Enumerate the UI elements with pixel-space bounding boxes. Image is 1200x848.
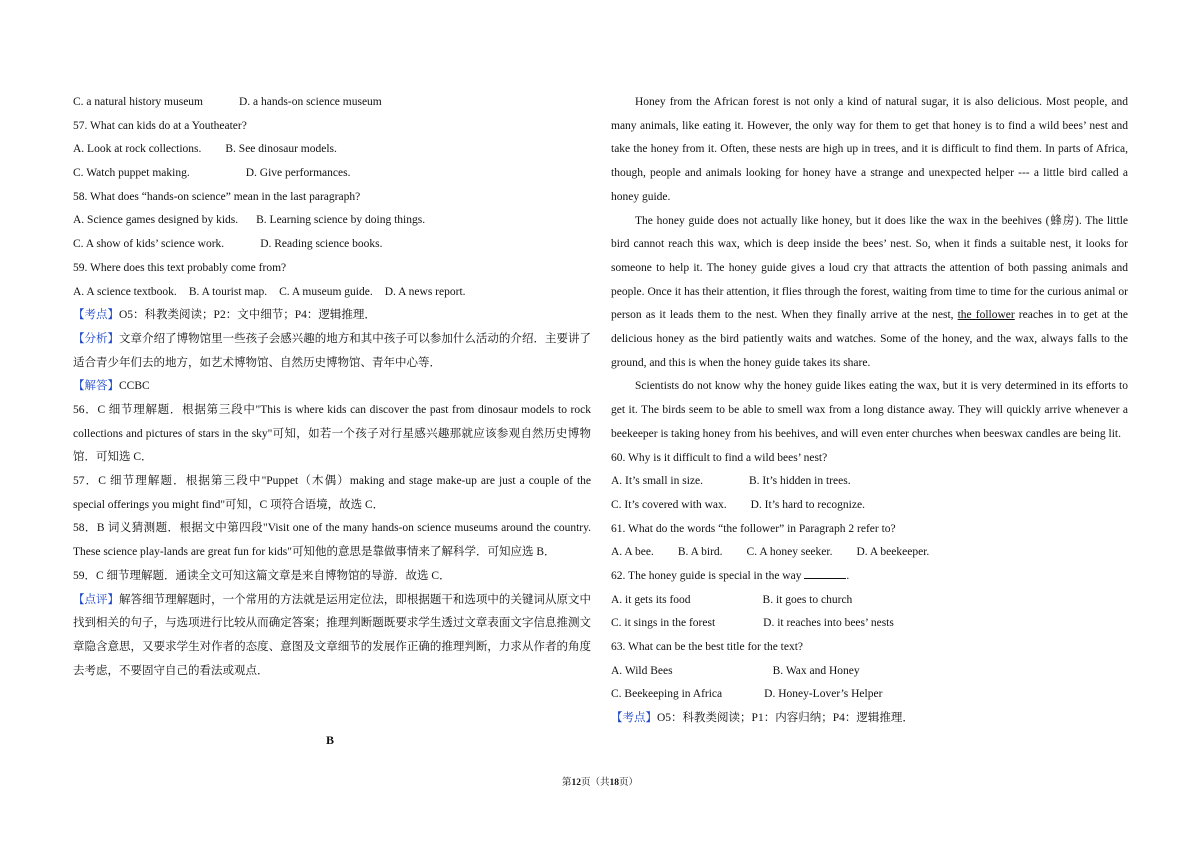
- kaodian-line: [73, 304, 591, 328]
- q62-options-cd: [611, 612, 1128, 636]
- section-heading-b: B: [326, 733, 335, 747]
- q57-stem: 57. What can kids do at a Youtheater?: [73, 119, 247, 132]
- q63-options-cd: [611, 683, 1128, 707]
- jieda-tag: 【解答】: [73, 380, 119, 393]
- right-column: [611, 91, 1128, 731]
- q59-option-b: B. A tourist map.: [188, 285, 268, 298]
- explanation-57: 57．C 细节理解题．根据第三段中"Puppet（木偶）making and stage make-up are just a couple of the special offerings you might find"可知，C 项符合语境，故选 C．: [73, 475, 591, 511]
- q61-option-c: C. A honey seeker.: [746, 546, 833, 559]
- q57-option-b: B. See dinosaur models.: [225, 143, 337, 156]
- explanation-56: 56．C 细节理解题．根据第三段中"This is where kids can discover the past from dinosaur models to rock collections and pictures of stars in the sky"可知，如若一个孩子对行星感兴趣那就应该参观自然历史博物馆．可知选 C．: [73, 403, 591, 464]
- footer-middle: 页（共: [580, 778, 610, 788]
- q61-option-a: A. A bee.: [611, 546, 654, 559]
- left-column: [73, 91, 591, 683]
- dianping-text: 解答细节理解题时，一个常用的方法就是运用定位法，即根据题干和选项中的关键词从原文中找到相关的句子，与选项进行比较从而确定答案；推理判断题既要求学生透过文章表面文字信息推测文章隐含意思，又要求学生对作者的态度、意图及文章细节的发展作正确的推理判断，力求从作者的角度去考虑，不要固守自己的看法或观点．: [73, 593, 591, 677]
- q60-option-c: C. It’s covered with wax.: [611, 498, 727, 511]
- q60-option-a: A. It’s small in size.: [611, 475, 703, 488]
- passage-paragraph-3: Scientists do not know why the honey guide likes eating the wax, but it is very determined in its efforts to get it. The birds seem to be able to smell wax from a long distance away. They will quickly arrive whenever a beekeeper is taking honey from his beehives, and will even enter churches when beeswax candles are being lit.: [611, 380, 1128, 440]
- fenxi-text: 文章介绍了博物馆里一些孩子会感兴趣的地方和其中孩子可以参加什么活动的介绍．主要讲了适合青少年们去的地方，如艺术博物馆、自然历史博物馆、青年中心等．: [73, 332, 591, 369]
- q62-option-d: D. it reaches into bees’ nests: [763, 617, 894, 630]
- q58-options-ab: [73, 209, 591, 233]
- q63-option-a: A. Wild Bees: [611, 664, 673, 677]
- q59-options: [73, 281, 591, 305]
- passage-paragraph-1: Honey from the African forest is not only a kind of natural sugar, it is also delicious. Most people, and many animals, like eating it. However, the only way for them to get that honey is to find a wild bees’ nest and take the honey from it. Often, these nests are high up in trees, and it is difficult to find them. In parts of Africa, though, people and animals looking for honey have a strange and unexpected helper --- a little bird called a honey guide.: [611, 96, 1128, 203]
- q56-option-d: D. a hands-on science museum: [239, 96, 382, 108]
- footer-suffix: 页）: [619, 778, 639, 788]
- q58-stem: 58. What does “hands-on science” mean in the last paragraph?: [73, 190, 361, 203]
- q60-option-b: B. It’s hidden in trees.: [749, 475, 851, 488]
- q56-options-cd: [73, 91, 591, 115]
- footer-prefix: 第: [561, 778, 572, 788]
- q63-option-d: D. Honey-Lover’s Helper: [764, 688, 883, 701]
- q62-end: .: [846, 569, 850, 582]
- q58-option-b: B. Learning science by doing things.: [256, 214, 426, 227]
- passage-paragraph-2: [611, 210, 1128, 376]
- q61-stem: 61. What do the words “the follower” in Paragraph 2 refer to?: [611, 522, 896, 535]
- q58-option-d: D. Reading science books.: [260, 238, 383, 251]
- jieda-line: [73, 375, 591, 399]
- q58-options-cd: [73, 233, 591, 257]
- q57-option-a: A. Look at rock collections.: [73, 143, 202, 156]
- q60-stem: 60. Why is it difficult to find a wild bees’ nest?: [611, 451, 828, 464]
- fenxi-tag: 【分析】: [73, 332, 120, 345]
- page-total: 18: [609, 778, 619, 788]
- q63-stem: 63. What can be the best title for the text?: [611, 641, 804, 654]
- explanation-59: 59．C 细节理解题．通读全文可知这篇文章是来自博物馆的导游．故选 C．: [73, 569, 451, 582]
- q59-stem: 59. Where does this text probably come from?: [73, 261, 287, 274]
- answer-blank: [804, 566, 846, 579]
- q61-options: [611, 541, 1128, 565]
- underlined-the-follower: the follower: [957, 309, 1015, 322]
- kaodian-text-right: O5：科教类阅读；P1：内容归纳；P4：逻辑推理．: [657, 712, 914, 725]
- dianping-tag: 【点评】: [73, 593, 120, 606]
- q62-option-a: A. it gets its food: [611, 593, 691, 606]
- jieda-text: CCBC: [119, 380, 150, 393]
- paragraph-2-text-before: The honey guide does not actually like honey, but it does like the wax in the beehives (蜂房). The little bird cannot reach this wax, which is deep inside the bees’ nest. So, when it finds a suitable nest, it looks for someone to help it. The honey guide gives a loud cry that attracts the attention of both passing animals and people. Once it has their attention, it flies through the forest, waiting from time to time for the curious animal or person as it leads them to the nest. When they finally arrive at the nest,: [611, 214, 1128, 322]
- q57-options-cd: [73, 162, 591, 186]
- q56-option-c: C. a natural history museum: [73, 96, 203, 108]
- explanation-58: 58．B 词义猜测题．根据文中第四段"Visit one of the many hands-on science museums around the country. These science play-lands are great fun for kids"可知他的意思是靠做事情来了解科学．可知应选 B．: [73, 522, 591, 559]
- q61-option-d: D. A beekeeper.: [856, 546, 930, 559]
- page-footer: [0, 774, 1200, 788]
- q59-option-d: D. A news report.: [384, 285, 466, 298]
- q59-option-a: A. A science textbook.: [73, 285, 177, 298]
- q63-option-b: B. Wax and Honey: [772, 664, 860, 677]
- kaodian-tag-right: 【考点】: [611, 712, 657, 725]
- q62-options-ab: [611, 589, 1128, 613]
- kaodian-line-right: [611, 707, 1128, 731]
- q63-options-ab: [611, 660, 1128, 684]
- fenxi-paragraph: [73, 328, 591, 375]
- paragraph-2-text-after: reaches in to get at the delicious honey as the bird patiently waits and watches. Some of the honey, and the wax, always falls to the ground, and this is when the honey guide takes its share.: [611, 309, 1129, 369]
- q58-option-c: C. A show of kids’ science work.: [73, 238, 225, 251]
- q62-option-c: C. it sings in the forest: [611, 617, 716, 630]
- kaodian-text: O5：科教类阅读；P2：文中细节；P4：逻辑推理．: [119, 309, 376, 322]
- q60-options-cd: [611, 494, 1128, 518]
- q62-stem: [611, 565, 1128, 589]
- dianping-paragraph: [73, 589, 591, 684]
- q62-text: 62. The honey guide is special in the way: [611, 569, 802, 582]
- q60-options-ab: [611, 470, 1128, 494]
- q61-option-b: B. A bird.: [677, 546, 723, 559]
- q59-option-c: C. A museum guide.: [279, 285, 373, 298]
- q63-option-c: C. Beekeeping in Africa: [611, 688, 723, 701]
- q57-options-ab: [73, 138, 591, 162]
- q57-option-c: C. Watch puppet making.: [73, 167, 190, 180]
- q57-option-d: D. Give performances.: [245, 167, 351, 180]
- kaodian-tag: 【考点】: [73, 309, 119, 322]
- q58-option-a: A. Science games designed by kids.: [73, 214, 239, 227]
- q60-option-d: D. It’s hard to recognize.: [750, 498, 865, 511]
- q62-option-b: B. it goes to church: [762, 593, 853, 606]
- page-number: 12: [571, 778, 581, 788]
